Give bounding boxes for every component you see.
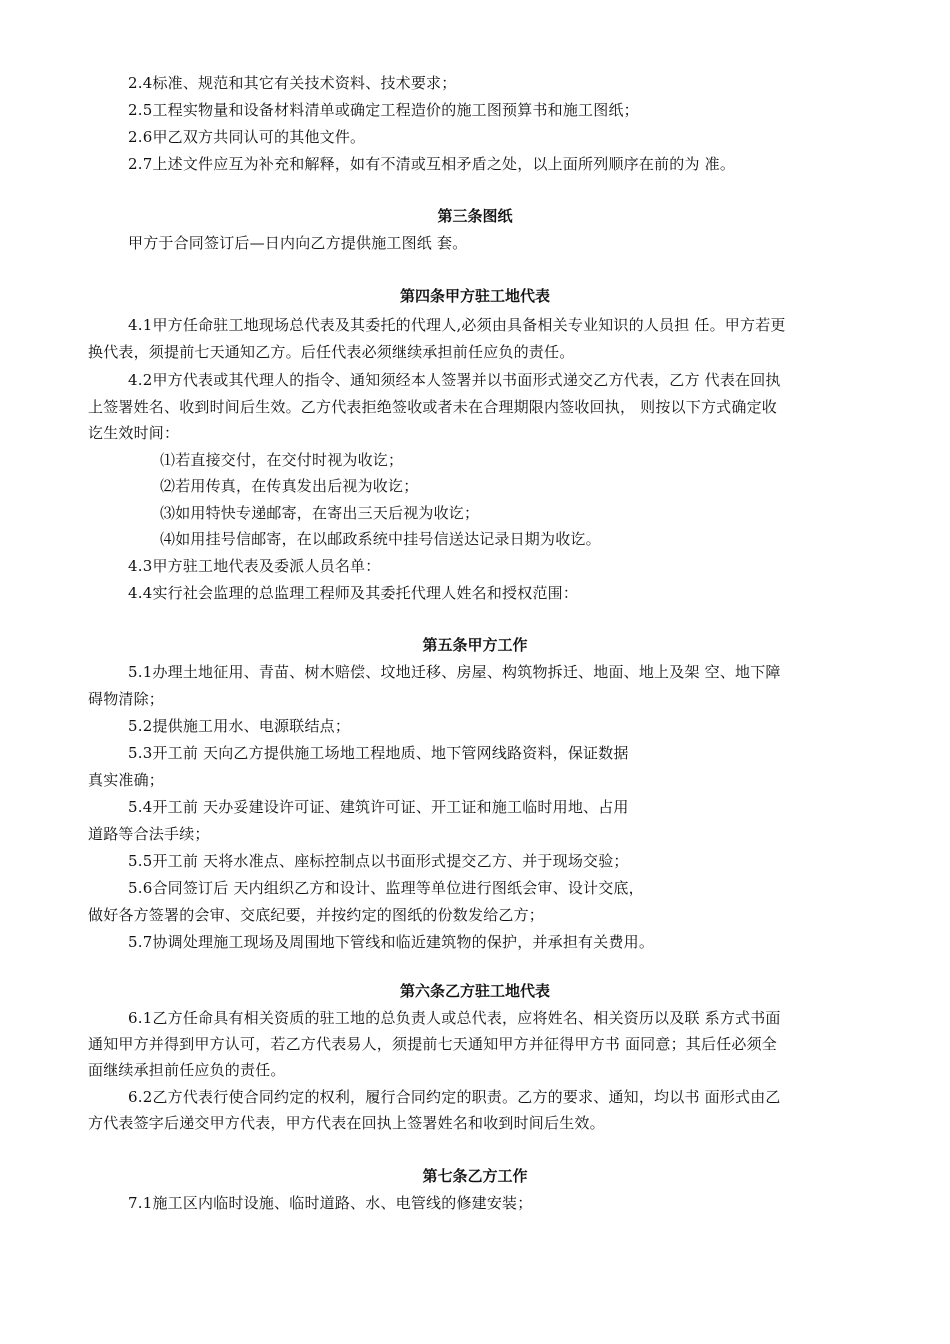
clause-4-2-item-2: ⑵若用传真，在传真发出后视为收讫； [160, 477, 419, 495]
article-3-text: 甲方于合同签订后—日内向乙方提供施工图纸 套。 [128, 234, 468, 252]
clause-2-6: 2.6甲乙双方共同认可的其他文件。 [128, 128, 366, 146]
clause-5-7: 5.7协调处理施工现场及周围地下管线和临近建筑物的保护，并承担有关费用。 [128, 933, 655, 951]
heading-article-5: 第五条甲方工作 [422, 636, 528, 654]
clause-4-3: 4.3甲方驻工地代表及委派人员名单： [128, 557, 381, 575]
heading-article-4: 第四条甲方驻工地代表 [399, 287, 550, 305]
clause-4-2-line-2: 上签署姓名、收到时间后生效。乙方代表拒绝签收或者未在合理期限内签收回执， 则按以下方式确定收 [88, 398, 777, 416]
clause-5-1-line-2: 碍物清除； [88, 690, 165, 708]
clause-4-4: 4.4实行社会监理的总监理工程师及其委托代理人姓名和授权范围： [128, 584, 579, 602]
clause-6-1-line-2: 通知甲方并得到甲方认可，若乙方代表易人，须提前七天通知甲方并征得甲方书 面同意；其后任必须全 [88, 1035, 777, 1053]
clause-4-1-line-2: 换代表，须提前七天通知乙方。后任代表必须继续承担前任应负的责任。 [88, 343, 575, 361]
clause-5-4-line-1: 5.4开工前 天办妥建设许可证、建筑许可证、开工证和施工临时用地、占用 [128, 798, 629, 816]
clause-2-7: 2.7上述文件应互为补充和解释，如有不清或互相矛盾之处，以上面所列顺序在前的为 准。 [128, 155, 736, 173]
clause-5-5: 5.5开工前 天将水准点、座标控制点以书面形式提交乙方、并于现场交验； [128, 852, 629, 870]
clause-5-3-line-1: 5.3开工前 天向乙方提供施工场地工程地质、地下管网线路资料，保证数据 [128, 744, 629, 762]
clause-6-1-line-1: 6.1乙方任命具有相关资质的驻工地的总负责人或总代表，应将姓名、相关资历以及联 系方式书面 [128, 1009, 781, 1027]
clause-2-5: 2.5工程实物量和设备材料清单或确定工程造价的施工图预算书和施工图纸； [128, 101, 639, 119]
clause-4-2-item-3: ⑶如用特快专递邮寄，在寄出三天后视为收讫； [160, 504, 480, 522]
clause-6-2-line-2: 方代表签字后递交甲方代表，甲方代表在回执上签署姓名和收到时间后生效。 [88, 1114, 605, 1132]
heading-article-6: 第六条乙方驻工地代表 [399, 982, 550, 1000]
clause-5-2: 5.2提供施工用水、电源联结点； [128, 717, 351, 735]
heading-article-3: 第三条图纸 [437, 207, 513, 225]
clause-4-2-item-4: ⑷如用挂号信邮寄，在以邮政系统中挂号信送达记录日期为收讫。 [160, 530, 601, 548]
clause-5-1-line-1: 5.1办理土地征用、青苗、树木赔偿、坟地迁移、房屋、构筑物拆迁、地面、地上及架 空、地下障 [128, 663, 781, 681]
clause-4-2-item-1: ⑴若直接交付，在交付时视为收讫； [160, 451, 404, 469]
clause-2-4: 2.4标准、规范和其它有关技术资料、技术要求； [128, 74, 457, 92]
clause-4-2-line-1: 4.2甲方代表或其代理人的指令、通知须经本人签署并以书面形式递交乙方代表，乙方 代表在回执 [128, 371, 781, 389]
clause-4-2-line-3: 讫生效时间： [88, 424, 180, 442]
heading-article-7: 第七条乙方工作 [422, 1167, 528, 1185]
clause-5-6-line-1: 5.6合同签订后 天内组织乙方和设计、监理等单位进行图纸会审、设计交底， [128, 879, 644, 897]
clause-5-3-line-2: 真实准确； [88, 771, 165, 789]
clause-6-1-line-3: 面继续承担前任应负的责任。 [88, 1061, 286, 1079]
clause-5-6-line-2: 做好各方签署的会审、交底纪要，并按约定的图纸的份数发给乙方； [88, 906, 545, 924]
clause-6-2-line-1: 6.2乙方代表行使合同约定的权利，履行合同约定的职责。乙方的要求、通知，均以书 面形式由乙 [128, 1088, 781, 1106]
clause-4-1-line-1: 4.1甲方任命驻工地现场总代表及其委托的代理人,必须由具备相关专业知识的人员担 任。甲方若更 [128, 316, 786, 334]
clause-5-4-line-2: 道路等合法手续； [88, 825, 210, 843]
clause-7-1: 7.1施工区内临时设施、临时道路、水、电管线的修建安装； [128, 1194, 533, 1212]
